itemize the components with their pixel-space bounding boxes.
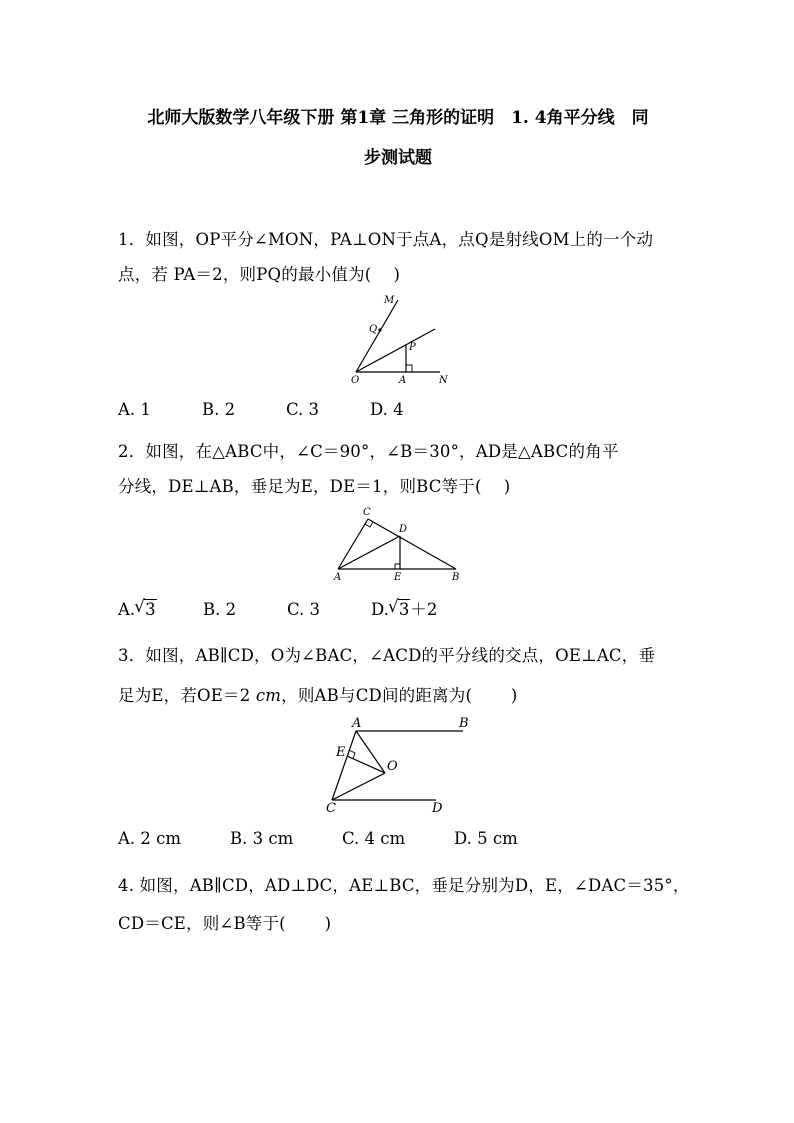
- side-cb: [368, 519, 456, 569]
- q2-option-d-suffix: ＋2: [410, 600, 438, 619]
- q1-text-line-1: 1．如图，OP平分∠MON，PA⊥ON于点A，点Q是射线OM上的一个动: [118, 230, 654, 249]
- q4-text-line-2: CD＝CE，则∠B等于( ): [118, 914, 332, 933]
- q1-option-c[interactable]: C. 3: [286, 400, 320, 419]
- label-a: A: [399, 375, 407, 386]
- q2-option-b[interactable]: B. 2: [203, 600, 237, 619]
- document-title-line-1: 北师大版数学八年级下册 第1章 三角形的证明 1. 4角平分线 同: [147, 108, 649, 128]
- label-o: O: [387, 759, 398, 774]
- q1-figure: [340, 292, 460, 388]
- right-angle-e: [395, 564, 400, 569]
- q2-options: [118, 596, 437, 620]
- q3-option-b[interactable]: B. 3 cm: [230, 829, 294, 848]
- q2-text-line-2: 分线，DE⊥AB，垂足为E，DE＝1，则BC等于( ): [118, 477, 511, 496]
- q2-option-d[interactable]: [371, 596, 437, 620]
- q2-option-a-radicand: 3: [145, 600, 156, 619]
- q1-option-b[interactable]: B. 2: [202, 400, 236, 419]
- q2-text-line-1: 2．如图，在△ABC中，∠C＝90°，∠B＝30°，AD是△ABC的角平: [118, 442, 619, 461]
- label-a: A: [334, 572, 342, 583]
- label-a: A: [352, 716, 362, 731]
- label-q: Q: [369, 324, 378, 335]
- q3-option-d[interactable]: D. 5 cm: [454, 829, 518, 848]
- q1-options: [118, 400, 404, 419]
- label-m: M: [384, 295, 395, 306]
- q3-option-c[interactable]: C. 4 cm: [342, 829, 406, 848]
- q3-text-line-2: [118, 682, 518, 706]
- q3-options: [118, 829, 518, 848]
- q2-option-d-radicand: 3: [398, 600, 410, 619]
- label-c: C: [363, 507, 371, 518]
- label-e: E: [394, 572, 402, 583]
- q3-option-a[interactable]: A. 2 cm: [118, 829, 182, 848]
- label-d: D: [432, 801, 443, 816]
- point-q: [378, 328, 381, 331]
- label-o: O: [351, 375, 360, 386]
- q3-line-2-unit: cm: [255, 686, 282, 705]
- q2-option-a-prefix: A.: [118, 600, 136, 619]
- label-b: B: [452, 572, 460, 583]
- q2-option-d-prefix: D.: [371, 600, 389, 619]
- label-c: C: [326, 801, 336, 816]
- q2-option-c[interactable]: C. 3: [287, 600, 321, 619]
- label-b: B: [459, 716, 469, 731]
- q4-text-line-1: 4. 如图，AB∥CD，AD⊥DC，AE⊥BC，垂足分别为D，E，∠DAC＝35°，: [118, 876, 690, 895]
- sqrt-symbol: [389, 599, 411, 619]
- q1-option-a[interactable]: A. 1: [118, 400, 151, 419]
- document-title-line-2: 步测试题: [364, 148, 432, 168]
- q3-line-2-post: ，则AB与CD间的距离为( ): [281, 686, 518, 705]
- q1-option-d[interactable]: D. 4: [370, 400, 404, 419]
- label-n: N: [439, 375, 448, 386]
- q3-figure: [318, 712, 478, 822]
- q3-line-2-pre: 足为E，若OE＝2: [118, 686, 256, 705]
- q3-text-line-1: 3．如图，AB∥CD，O为∠BAC，∠ACD的平分线的交点，OE⊥AC，垂: [118, 646, 656, 665]
- label-e: E: [336, 745, 346, 760]
- q1-text-line-2: 点，若 PA＝2，则PQ的最小值为( ): [118, 265, 401, 284]
- q2-option-a[interactable]: [118, 599, 203, 619]
- right-angle-mark: [406, 365, 412, 372]
- q2-figure: [332, 505, 467, 585]
- label-p: P: [409, 342, 416, 353]
- sqrt-symbol: [135, 599, 157, 619]
- label-d: D: [399, 524, 408, 535]
